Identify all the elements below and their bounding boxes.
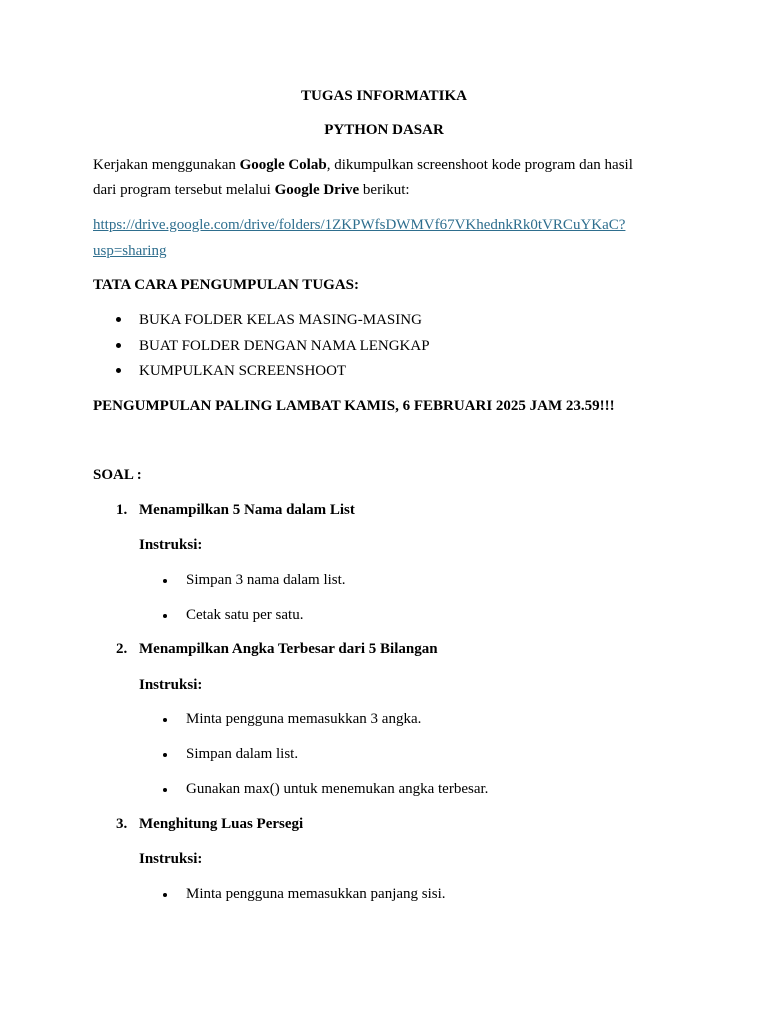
document-title: TUGAS INFORMATIKA: [301, 88, 467, 104]
bullet-icon: [116, 368, 121, 373]
question-title: Menampilkan 5 Nama dalam List: [139, 502, 355, 518]
intro-bold-drive: Google Drive: [274, 182, 360, 198]
intro-text: Kerjakan menggunakan: [93, 157, 240, 173]
intro-line-1: [93, 156, 633, 174]
drive-link-line-1[interactable]: https://drive.google.com/drive/folders/1ZKPWfsDWMVf67VKhednkRk0tVRCuYKaC?: [93, 217, 626, 233]
instruction-label: Instruksi:: [139, 537, 203, 553]
intro-line-2: [93, 181, 410, 199]
bullet-icon: [116, 343, 121, 348]
instruction-step: Minta pengguna memasukkan 3 angka.: [186, 711, 422, 727]
drive-link-line-2[interactable]: usp=sharing: [93, 243, 167, 259]
instruction-label: Instruksi:: [139, 851, 203, 867]
instruction-step: Simpan dalam list.: [186, 746, 299, 762]
instruction-step: Simpan 3 nama dalam list.: [186, 572, 346, 588]
bullet-icon: [163, 579, 167, 583]
intro-bold-colab: Google Colab: [239, 157, 327, 173]
procedure-item: KUMPULKAN SCREENSHOOT: [139, 363, 347, 379]
bullet-icon: [116, 317, 121, 322]
instruction-step: Cetak satu per satu.: [186, 607, 304, 623]
question-number: 1.: [116, 502, 128, 518]
question-title: Menampilkan Angka Terbesar dari 5 Bilangan: [139, 641, 438, 657]
intro-text: dari program tersebut melalui: [93, 182, 275, 198]
bullet-icon: [163, 893, 167, 897]
procedure-item: BUAT FOLDER DENGAN NAMA LENGKAP: [139, 338, 430, 354]
bullet-icon: [163, 753, 167, 757]
document-subtitle: PYTHON DASAR: [324, 122, 444, 138]
question-title: Menghitung Luas Persegi: [139, 816, 304, 832]
instruction-step: Gunakan max() untuk menemukan angka terbesar.: [186, 781, 489, 797]
bullet-icon: [163, 718, 167, 722]
procedure-heading: TATA CARA PENGUMPULAN TUGAS:: [93, 277, 359, 293]
question-number: 2.: [116, 641, 128, 657]
question-number: 3.: [116, 816, 128, 832]
questions-heading: SOAL :: [93, 467, 142, 483]
deadline-notice: PENGUMPULAN PALING LAMBAT KAMIS, 6 FEBRUARI 2025 JAM 23.59!!!: [93, 398, 615, 414]
instruction-step: Minta pengguna memasukkan panjang sisi.: [186, 886, 446, 902]
intro-text: , dikumpulkan screenshoot kode program dan hasil: [326, 157, 633, 173]
bullet-icon: [163, 788, 167, 792]
procedure-item: BUKA FOLDER KELAS MASING-MASING: [139, 312, 422, 328]
instruction-label: Instruksi:: [139, 677, 203, 693]
intro-text: berikut:: [359, 182, 410, 198]
bullet-icon: [163, 614, 167, 618]
